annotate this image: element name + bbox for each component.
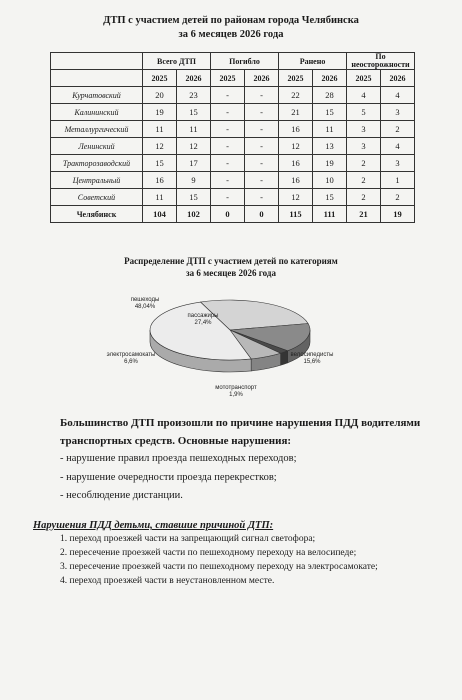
- table-cell: -: [211, 104, 245, 121]
- table-cell: -: [245, 87, 279, 104]
- table-cell: 12: [143, 138, 177, 155]
- table-cell: 11: [177, 121, 211, 138]
- table-cell: 3: [347, 138, 381, 155]
- district-name: Тракторозаводский: [51, 155, 143, 172]
- year-header: 2026: [313, 70, 347, 87]
- year-header: 2026: [245, 70, 279, 87]
- table-cell: 19: [313, 155, 347, 172]
- violation-bullet: - нарушение правил проезда пешеходных переходов;: [60, 453, 297, 464]
- children-violation-item: 3. пересечение проезжей части по пешеходному переходу на электросамокате;: [60, 562, 378, 572]
- table-cell: 16: [143, 172, 177, 189]
- table-cell: 5: [347, 104, 381, 121]
- table-cell: -: [245, 189, 279, 206]
- table-row: [51, 138, 415, 155]
- table-cell: 9: [177, 172, 211, 189]
- table-cell: 19: [381, 206, 415, 223]
- table-cell: 0: [245, 206, 279, 223]
- group-header: Погибло: [211, 53, 279, 70]
- table-cell: 3: [381, 155, 415, 172]
- year-header: 2025: [347, 70, 381, 87]
- table-total-row: [51, 206, 415, 223]
- district-name: Курчатовский: [51, 87, 143, 104]
- group-header: По неосторожности: [347, 53, 415, 70]
- year-header: 2025: [279, 70, 313, 87]
- table-cell: -: [245, 155, 279, 172]
- table-cell: -: [245, 121, 279, 138]
- table-cell: 0: [211, 206, 245, 223]
- summary-paragraph: Большинство ДТП произошли по причине нарушения ПДД водителями транспортных средств. Основные нарушения:: [60, 417, 421, 447]
- pie-label-pedestrians: пешеходы 48,04%: [130, 297, 160, 310]
- table-cell: 16: [279, 121, 313, 138]
- table-cell: 104: [143, 206, 177, 223]
- children-violations-heading: Нарушения ПДД детьми, ставшие причиной ДТП:: [33, 520, 274, 531]
- chart-title: Распределение ДТП с участием детей по категориям: [124, 256, 338, 266]
- table-cell: 21: [279, 104, 313, 121]
- table-cell: 17: [177, 155, 211, 172]
- table-row: [51, 155, 415, 172]
- table-cell: -: [211, 155, 245, 172]
- table-cell: -: [211, 189, 245, 206]
- district-name: Металлургический: [51, 121, 143, 138]
- district-name: Калининский: [51, 104, 143, 121]
- table-cell: 11: [313, 121, 347, 138]
- district-name: Ленинский: [51, 138, 143, 155]
- table-cell: 12: [177, 138, 211, 155]
- table-cell: 12: [279, 189, 313, 206]
- table-cell: -: [245, 104, 279, 121]
- district-name: Центральный: [51, 172, 143, 189]
- table-cell: 15: [313, 104, 347, 121]
- table-cell: 2: [347, 155, 381, 172]
- table-cell: 2: [381, 189, 415, 206]
- table-cell: 15: [177, 104, 211, 121]
- table-cell: 1: [381, 172, 415, 189]
- pie-label-scooters: электросамокаты 6,6%: [106, 352, 156, 365]
- table-cell: 10: [313, 172, 347, 189]
- table-body: [51, 87, 415, 223]
- children-violation-item: 1. переход проезжей части на запрещающий сигнал светофора;: [60, 534, 316, 544]
- table-cell: 15: [313, 189, 347, 206]
- table-cell: -: [211, 138, 245, 155]
- table-row: [51, 104, 415, 121]
- table-cell: -: [211, 121, 245, 138]
- table-cell: 2: [347, 189, 381, 206]
- table-cell: -: [211, 87, 245, 104]
- table-year-header: [51, 70, 415, 87]
- table-cell: 12: [279, 138, 313, 155]
- table-corner-cell: [51, 70, 143, 87]
- table-cell: 4: [381, 87, 415, 104]
- table-cell: 15: [143, 155, 177, 172]
- table-cell: 102: [177, 206, 211, 223]
- table-row: [51, 189, 415, 206]
- table-cell: 111: [313, 206, 347, 223]
- chart-subtitle: за 6 месяцев 2026 года: [186, 268, 276, 278]
- table-cell: 13: [313, 138, 347, 155]
- pie-label-passengers: пассажиры 27,4%: [187, 313, 219, 326]
- table-cell: 15: [177, 189, 211, 206]
- page-title: ДТП с участием детей по районам города Челябинска: [103, 15, 359, 26]
- table-group-header: [51, 53, 415, 70]
- year-header: 2026: [177, 70, 211, 87]
- district-name: Советский: [51, 189, 143, 206]
- group-header: Ранено: [279, 53, 347, 70]
- pie-label-cyclists: велосипедисты 15,6%: [290, 352, 334, 365]
- table-cell: -: [245, 172, 279, 189]
- table-cell: 21: [347, 206, 381, 223]
- table-cell: 11: [143, 121, 177, 138]
- table-cell: 16: [279, 155, 313, 172]
- table-cell: 115: [279, 206, 313, 223]
- table-cell: 11: [143, 189, 177, 206]
- table-cell: 3: [347, 121, 381, 138]
- group-header: Всего ДТП: [143, 53, 211, 70]
- district-stats-table: [50, 52, 415, 223]
- table-row: [51, 172, 415, 189]
- page-subtitle: за 6 месяцев 2026 года: [178, 29, 284, 40]
- pie-label-motorcycles: мототранспорт 1,9%: [215, 385, 257, 398]
- district-name: Челябинск: [51, 206, 143, 223]
- year-header: 2025: [211, 70, 245, 87]
- violation-bullet: - нарушение очередности проезда перекрестков;: [60, 472, 277, 483]
- children-violation-item: 2. пересечение проезжей части по пешеходному переходу на велосипеде;: [60, 548, 357, 558]
- table-cell: 19: [143, 104, 177, 121]
- year-header: 2026: [381, 70, 415, 87]
- table-cell: -: [245, 138, 279, 155]
- table-cell: -: [211, 172, 245, 189]
- table-cell: 2: [381, 121, 415, 138]
- table-row: [51, 87, 415, 104]
- table-cell: 2: [347, 172, 381, 189]
- children-violation-item: 4. переход проезжей части в неустановленном месте.: [60, 576, 275, 586]
- table-row: [51, 121, 415, 138]
- year-header: 2025: [143, 70, 177, 87]
- table-cell: 3: [381, 104, 415, 121]
- violation-bullet: - несоблюдение дистанции.: [60, 490, 183, 501]
- table-cell: 16: [279, 172, 313, 189]
- table-cell: 4: [347, 87, 381, 104]
- table-corner-cell: [51, 53, 143, 70]
- table-cell: 20: [143, 87, 177, 104]
- table-cell: 22: [279, 87, 313, 104]
- table-cell: 28: [313, 87, 347, 104]
- table-cell: 23: [177, 87, 211, 104]
- table-cell: 4: [381, 138, 415, 155]
